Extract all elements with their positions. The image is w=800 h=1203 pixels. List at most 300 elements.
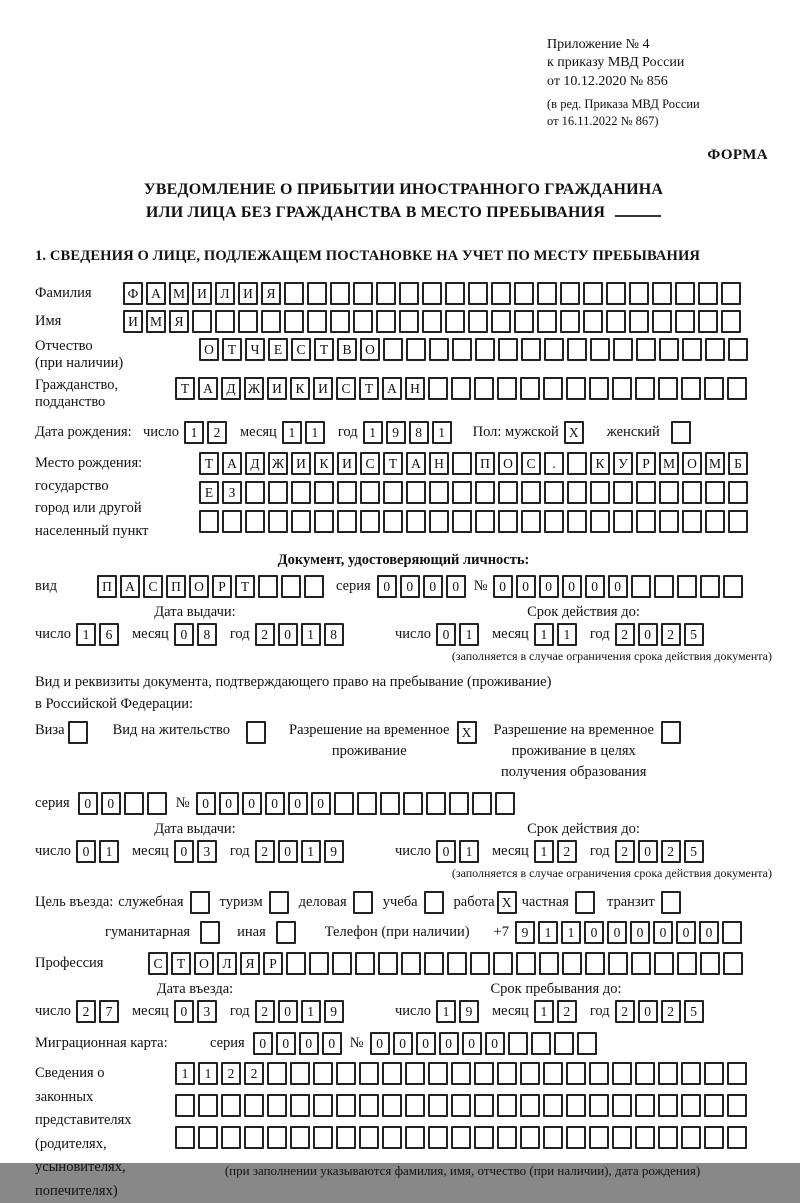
char-cell[interactable] xyxy=(705,338,725,361)
char-cell[interactable]: 1 xyxy=(301,840,321,863)
char-cell[interactable] xyxy=(539,952,559,975)
char-cell[interactable]: 0 xyxy=(676,921,696,944)
char-cell[interactable] xyxy=(705,481,725,504)
char-cell[interactable]: 1 xyxy=(432,421,452,444)
char-cell[interactable] xyxy=(267,1094,287,1117)
char-cell[interactable] xyxy=(468,310,488,333)
char-cell[interactable] xyxy=(199,510,219,533)
checkbox-cell[interactable] xyxy=(276,921,296,944)
char-cell[interactable] xyxy=(359,1126,379,1149)
char-cell[interactable]: С xyxy=(143,575,163,598)
char-cell[interactable]: 0 xyxy=(174,840,194,863)
char-cell[interactable] xyxy=(723,575,743,598)
char-cell[interactable] xyxy=(681,1062,701,1085)
char-cell[interactable]: 1 xyxy=(301,623,321,646)
char-cell[interactable]: 1 xyxy=(184,421,204,444)
char-cell[interactable]: 0 xyxy=(436,623,456,646)
char-cell[interactable] xyxy=(700,575,720,598)
char-cell[interactable]: А xyxy=(198,377,218,400)
char-cell[interactable]: И xyxy=(192,282,212,305)
char-cell[interactable] xyxy=(543,1062,563,1085)
char-cell[interactable] xyxy=(612,1126,632,1149)
char-cell[interactable] xyxy=(613,338,633,361)
char-cell[interactable]: 1 xyxy=(436,1000,456,1023)
char-cell[interactable]: Ф xyxy=(123,282,143,305)
char-cell[interactable]: 3 xyxy=(197,840,217,863)
char-cell[interactable] xyxy=(360,481,380,504)
char-cell[interactable] xyxy=(330,282,350,305)
char-cell[interactable] xyxy=(612,1062,632,1085)
char-cell[interactable] xyxy=(290,1062,310,1085)
char-cell[interactable]: 0 xyxy=(174,623,194,646)
char-cell[interactable] xyxy=(566,1062,586,1085)
char-cell[interactable]: 2 xyxy=(557,1000,577,1023)
char-cell[interactable] xyxy=(474,1126,494,1149)
char-cell[interactable] xyxy=(192,310,212,333)
char-cell[interactable]: 2 xyxy=(615,1000,635,1023)
char-cell[interactable]: 0 xyxy=(630,921,650,944)
char-cell[interactable] xyxy=(452,481,472,504)
char-cell[interactable]: 2 xyxy=(255,623,275,646)
char-cell[interactable] xyxy=(281,575,301,598)
char-cell[interactable]: И xyxy=(267,377,287,400)
char-cell[interactable]: 0 xyxy=(393,1032,413,1055)
char-cell[interactable] xyxy=(681,1126,701,1149)
char-cell[interactable] xyxy=(613,510,633,533)
char-cell[interactable] xyxy=(245,481,265,504)
char-cell[interactable]: 1 xyxy=(76,623,96,646)
char-cell[interactable] xyxy=(309,952,329,975)
char-cell[interactable] xyxy=(567,338,587,361)
char-cell[interactable] xyxy=(198,1094,218,1117)
char-cell[interactable] xyxy=(675,282,695,305)
char-cell[interactable] xyxy=(681,1094,701,1117)
char-cell[interactable]: М xyxy=(659,452,679,475)
char-cell[interactable] xyxy=(590,510,610,533)
char-cell[interactable] xyxy=(314,510,334,533)
char-cell[interactable] xyxy=(429,510,449,533)
char-cell[interactable] xyxy=(475,338,495,361)
char-cell[interactable] xyxy=(566,1126,586,1149)
char-cell[interactable]: 9 xyxy=(386,421,406,444)
char-cell[interactable]: Я xyxy=(240,952,260,975)
char-cell[interactable]: 2 xyxy=(661,840,681,863)
char-cell[interactable] xyxy=(537,310,557,333)
char-cell[interactable]: Т xyxy=(175,377,195,400)
char-cell[interactable] xyxy=(376,282,396,305)
char-cell[interactable] xyxy=(516,952,536,975)
char-cell[interactable]: 0 xyxy=(416,1032,436,1055)
char-cell[interactable] xyxy=(727,1126,747,1149)
char-cell[interactable] xyxy=(313,1094,333,1117)
char-cell[interactable] xyxy=(721,310,741,333)
char-cell[interactable] xyxy=(700,952,720,975)
char-cell[interactable]: 0 xyxy=(265,792,285,815)
char-cell[interactable]: 0 xyxy=(585,575,605,598)
char-cell[interactable] xyxy=(304,575,324,598)
char-cell[interactable]: Б xyxy=(728,452,748,475)
char-cell[interactable] xyxy=(497,377,517,400)
char-cell[interactable]: 0 xyxy=(439,1032,459,1055)
char-cell[interactable] xyxy=(405,1062,425,1085)
char-cell[interactable] xyxy=(383,481,403,504)
char-cell[interactable]: А xyxy=(146,282,166,305)
char-cell[interactable] xyxy=(429,338,449,361)
char-cell[interactable] xyxy=(451,377,471,400)
char-cell[interactable] xyxy=(376,310,396,333)
char-cell[interactable] xyxy=(585,952,605,975)
char-cell[interactable] xyxy=(728,510,748,533)
char-cell[interactable] xyxy=(291,481,311,504)
checkbox-cell[interactable] xyxy=(246,721,266,744)
char-cell[interactable] xyxy=(583,310,603,333)
char-cell[interactable] xyxy=(682,510,702,533)
char-cell[interactable] xyxy=(215,310,235,333)
char-cell[interactable] xyxy=(722,921,742,944)
char-cell[interactable]: 0 xyxy=(423,575,443,598)
char-cell[interactable]: Ж xyxy=(268,452,288,475)
char-cell[interactable] xyxy=(629,310,649,333)
char-cell[interactable] xyxy=(406,338,426,361)
char-cell[interactable] xyxy=(520,377,540,400)
char-cell[interactable]: 0 xyxy=(377,575,397,598)
char-cell[interactable] xyxy=(493,952,513,975)
char-cell[interactable] xyxy=(359,1094,379,1117)
char-cell[interactable] xyxy=(682,338,702,361)
char-cell[interactable]: 9 xyxy=(324,1000,344,1023)
char-cell[interactable] xyxy=(635,377,655,400)
char-cell[interactable] xyxy=(405,1094,425,1117)
char-cell[interactable] xyxy=(337,510,357,533)
char-cell[interactable] xyxy=(544,510,564,533)
char-cell[interactable]: 1 xyxy=(534,840,554,863)
char-cell[interactable]: У xyxy=(613,452,633,475)
checkbox-cell[interactable] xyxy=(200,921,220,944)
char-cell[interactable] xyxy=(261,310,281,333)
char-cell[interactable]: О xyxy=(199,338,219,361)
char-cell[interactable] xyxy=(475,510,495,533)
char-cell[interactable] xyxy=(560,282,580,305)
char-cell[interactable]: Т xyxy=(359,377,379,400)
char-cell[interactable]: Л xyxy=(217,952,237,975)
char-cell[interactable] xyxy=(267,1126,287,1149)
char-cell[interactable]: И xyxy=(291,452,311,475)
char-cell[interactable]: 0 xyxy=(253,1032,273,1055)
char-cell[interactable] xyxy=(452,510,472,533)
char-cell[interactable]: О xyxy=(189,575,209,598)
char-cell[interactable]: 8 xyxy=(324,623,344,646)
char-cell[interactable]: 7 xyxy=(99,1000,119,1023)
char-cell[interactable]: 1 xyxy=(305,421,325,444)
char-cell[interactable] xyxy=(698,310,718,333)
char-cell[interactable] xyxy=(426,792,446,815)
char-cell[interactable]: 0 xyxy=(539,575,559,598)
char-cell[interactable] xyxy=(543,1126,563,1149)
char-cell[interactable]: 0 xyxy=(638,1000,658,1023)
char-cell[interactable] xyxy=(495,792,515,815)
char-cell[interactable]: О xyxy=(682,452,702,475)
char-cell[interactable] xyxy=(355,952,375,975)
char-cell[interactable] xyxy=(567,510,587,533)
char-cell[interactable] xyxy=(452,338,472,361)
char-cell[interactable] xyxy=(727,1094,747,1117)
char-cell[interactable] xyxy=(452,452,472,475)
char-cell[interactable]: 0 xyxy=(562,575,582,598)
char-cell[interactable] xyxy=(608,952,628,975)
char-cell[interactable] xyxy=(428,377,448,400)
char-cell[interactable]: Я xyxy=(169,310,189,333)
char-cell[interactable] xyxy=(244,1094,264,1117)
char-cell[interactable] xyxy=(698,282,718,305)
char-cell[interactable] xyxy=(635,1126,655,1149)
char-cell[interactable] xyxy=(658,1126,678,1149)
char-cell[interactable] xyxy=(383,338,403,361)
char-cell[interactable] xyxy=(554,1032,574,1055)
char-cell[interactable] xyxy=(577,1032,597,1055)
char-cell[interactable]: 2 xyxy=(661,623,681,646)
char-cell[interactable] xyxy=(451,1094,471,1117)
char-cell[interactable] xyxy=(566,377,586,400)
char-cell[interactable] xyxy=(447,952,467,975)
char-cell[interactable] xyxy=(451,1062,471,1085)
char-cell[interactable] xyxy=(589,1062,609,1085)
char-cell[interactable] xyxy=(520,1094,540,1117)
char-cell[interactable] xyxy=(198,1126,218,1149)
char-cell[interactable]: 0 xyxy=(76,840,96,863)
char-cell[interactable]: П xyxy=(97,575,117,598)
char-cell[interactable]: 0 xyxy=(278,840,298,863)
char-cell[interactable]: 0 xyxy=(242,792,262,815)
char-cell[interactable] xyxy=(382,1126,402,1149)
char-cell[interactable] xyxy=(636,481,656,504)
char-cell[interactable]: В xyxy=(337,338,357,361)
char-cell[interactable] xyxy=(286,952,306,975)
char-cell[interactable] xyxy=(429,481,449,504)
char-cell[interactable]: А xyxy=(382,377,402,400)
char-cell[interactable]: 1 xyxy=(557,623,577,646)
char-cell[interactable]: 0 xyxy=(638,623,658,646)
char-cell[interactable]: 0 xyxy=(485,1032,505,1055)
char-cell[interactable] xyxy=(403,792,423,815)
char-cell[interactable]: 0 xyxy=(584,921,604,944)
char-cell[interactable] xyxy=(567,452,587,475)
char-cell[interactable]: 1 xyxy=(363,421,383,444)
checkbox-cell[interactable]: X xyxy=(457,721,477,744)
char-cell[interactable] xyxy=(658,377,678,400)
char-cell[interactable]: И xyxy=(337,452,357,475)
char-cell[interactable]: 2 xyxy=(615,623,635,646)
char-cell[interactable] xyxy=(658,1062,678,1085)
char-cell[interactable]: 2 xyxy=(557,840,577,863)
char-cell[interactable]: 1 xyxy=(534,1000,554,1023)
char-cell[interactable] xyxy=(399,310,419,333)
char-cell[interactable] xyxy=(175,1094,195,1117)
char-cell[interactable]: Е xyxy=(199,481,219,504)
char-cell[interactable] xyxy=(468,282,488,305)
char-cell[interactable] xyxy=(382,1094,402,1117)
char-cell[interactable] xyxy=(221,1094,241,1117)
char-cell[interactable] xyxy=(330,310,350,333)
char-cell[interactable]: Ч xyxy=(245,338,265,361)
char-cell[interactable] xyxy=(728,481,748,504)
char-cell[interactable] xyxy=(566,1094,586,1117)
char-cell[interactable] xyxy=(445,310,465,333)
char-cell[interactable] xyxy=(491,282,511,305)
char-cell[interactable] xyxy=(704,1126,724,1149)
char-cell[interactable]: 1 xyxy=(534,623,554,646)
char-cell[interactable] xyxy=(508,1032,528,1055)
char-cell[interactable]: Л xyxy=(215,282,235,305)
char-cell[interactable]: 0 xyxy=(299,1032,319,1055)
char-cell[interactable] xyxy=(424,952,444,975)
char-cell[interactable] xyxy=(612,377,632,400)
char-cell[interactable]: М xyxy=(705,452,725,475)
char-cell[interactable] xyxy=(360,510,380,533)
char-cell[interactable]: 0 xyxy=(278,1000,298,1023)
char-cell[interactable] xyxy=(258,575,278,598)
char-cell[interactable] xyxy=(428,1094,448,1117)
char-cell[interactable] xyxy=(336,1126,356,1149)
char-cell[interactable] xyxy=(681,377,701,400)
char-cell[interactable] xyxy=(635,1094,655,1117)
char-cell[interactable] xyxy=(222,510,242,533)
char-cell[interactable] xyxy=(567,481,587,504)
char-cell[interactable] xyxy=(654,952,674,975)
char-cell[interactable] xyxy=(498,338,518,361)
char-cell[interactable] xyxy=(244,1126,264,1149)
char-cell[interactable]: М xyxy=(169,282,189,305)
char-cell[interactable]: 0 xyxy=(219,792,239,815)
char-cell[interactable] xyxy=(704,1094,724,1117)
char-cell[interactable] xyxy=(474,1094,494,1117)
char-cell[interactable] xyxy=(406,510,426,533)
char-cell[interactable] xyxy=(332,952,352,975)
char-cell[interactable]: . xyxy=(544,452,564,475)
char-cell[interactable]: Т xyxy=(383,452,403,475)
char-cell[interactable] xyxy=(704,377,724,400)
char-cell[interactable] xyxy=(514,310,534,333)
char-cell[interactable] xyxy=(589,377,609,400)
char-cell[interactable] xyxy=(705,510,725,533)
char-cell[interactable]: 3 xyxy=(197,1000,217,1023)
checkbox-cell[interactable] xyxy=(190,891,210,914)
char-cell[interactable] xyxy=(399,282,419,305)
char-cell[interactable] xyxy=(590,481,610,504)
checkbox-cell[interactable] xyxy=(575,891,595,914)
char-cell[interactable] xyxy=(537,282,557,305)
char-cell[interactable]: Т xyxy=(171,952,191,975)
char-cell[interactable] xyxy=(654,575,674,598)
char-cell[interactable] xyxy=(497,1126,517,1149)
char-cell[interactable] xyxy=(498,481,518,504)
char-cell[interactable]: И xyxy=(238,282,258,305)
char-cell[interactable]: 1 xyxy=(175,1062,195,1085)
char-cell[interactable]: М xyxy=(146,310,166,333)
char-cell[interactable]: Т xyxy=(222,338,242,361)
char-cell[interactable] xyxy=(445,282,465,305)
char-cell[interactable] xyxy=(727,1062,747,1085)
char-cell[interactable] xyxy=(635,1062,655,1085)
char-cell[interactable] xyxy=(307,310,327,333)
char-cell[interactable] xyxy=(677,952,697,975)
char-cell[interactable] xyxy=(612,1094,632,1117)
char-cell[interactable] xyxy=(520,1062,540,1085)
char-cell[interactable]: А xyxy=(222,452,242,475)
char-cell[interactable]: Ж xyxy=(244,377,264,400)
char-cell[interactable] xyxy=(589,1094,609,1117)
char-cell[interactable]: 2 xyxy=(244,1062,264,1085)
char-cell[interactable]: 0 xyxy=(516,575,536,598)
char-cell[interactable] xyxy=(562,952,582,975)
char-cell[interactable] xyxy=(124,792,144,815)
char-cell[interactable]: 0 xyxy=(311,792,331,815)
char-cell[interactable] xyxy=(422,310,442,333)
char-cell[interactable] xyxy=(677,575,697,598)
checkbox-cell[interactable] xyxy=(424,891,444,914)
char-cell[interactable] xyxy=(521,338,541,361)
char-cell[interactable] xyxy=(491,310,511,333)
char-cell[interactable] xyxy=(307,282,327,305)
char-cell[interactable]: 0 xyxy=(174,1000,194,1023)
checkbox-cell[interactable] xyxy=(68,721,88,744)
char-cell[interactable] xyxy=(675,310,695,333)
char-cell[interactable] xyxy=(290,1126,310,1149)
char-cell[interactable]: 0 xyxy=(101,792,121,815)
char-cell[interactable]: 5 xyxy=(684,840,704,863)
char-cell[interactable] xyxy=(521,481,541,504)
char-cell[interactable]: 1 xyxy=(198,1062,218,1085)
char-cell[interactable]: 0 xyxy=(400,575,420,598)
char-cell[interactable] xyxy=(353,282,373,305)
char-cell[interactable] xyxy=(380,792,400,815)
char-cell[interactable]: 0 xyxy=(699,921,719,944)
char-cell[interactable] xyxy=(334,792,354,815)
char-cell[interactable]: 1 xyxy=(99,840,119,863)
char-cell[interactable]: 0 xyxy=(276,1032,296,1055)
char-cell[interactable]: С xyxy=(148,952,168,975)
char-cell[interactable] xyxy=(498,510,518,533)
char-cell[interactable] xyxy=(336,1094,356,1117)
char-cell[interactable]: 0 xyxy=(638,840,658,863)
char-cell[interactable]: 9 xyxy=(515,921,535,944)
char-cell[interactable] xyxy=(472,792,492,815)
char-cell[interactable] xyxy=(531,1032,551,1055)
char-cell[interactable] xyxy=(474,377,494,400)
char-cell[interactable] xyxy=(521,510,541,533)
char-cell[interactable] xyxy=(560,310,580,333)
char-cell[interactable] xyxy=(636,510,656,533)
char-cell[interactable]: С xyxy=(521,452,541,475)
char-cell[interactable] xyxy=(658,1094,678,1117)
char-cell[interactable] xyxy=(728,338,748,361)
char-cell[interactable] xyxy=(497,1094,517,1117)
char-cell[interactable]: Р xyxy=(212,575,232,598)
char-cell[interactable] xyxy=(284,282,304,305)
char-cell[interactable]: 1 xyxy=(538,921,558,944)
char-cell[interactable]: 2 xyxy=(207,421,227,444)
char-cell[interactable] xyxy=(422,282,442,305)
char-cell[interactable] xyxy=(428,1126,448,1149)
char-cell[interactable] xyxy=(652,282,672,305)
char-cell[interactable] xyxy=(378,952,398,975)
char-cell[interactable] xyxy=(147,792,167,815)
char-cell[interactable]: З xyxy=(222,481,242,504)
char-cell[interactable] xyxy=(723,952,743,975)
char-cell[interactable]: 8 xyxy=(197,623,217,646)
char-cell[interactable] xyxy=(659,481,679,504)
char-cell[interactable] xyxy=(238,310,258,333)
char-cell[interactable] xyxy=(629,282,649,305)
